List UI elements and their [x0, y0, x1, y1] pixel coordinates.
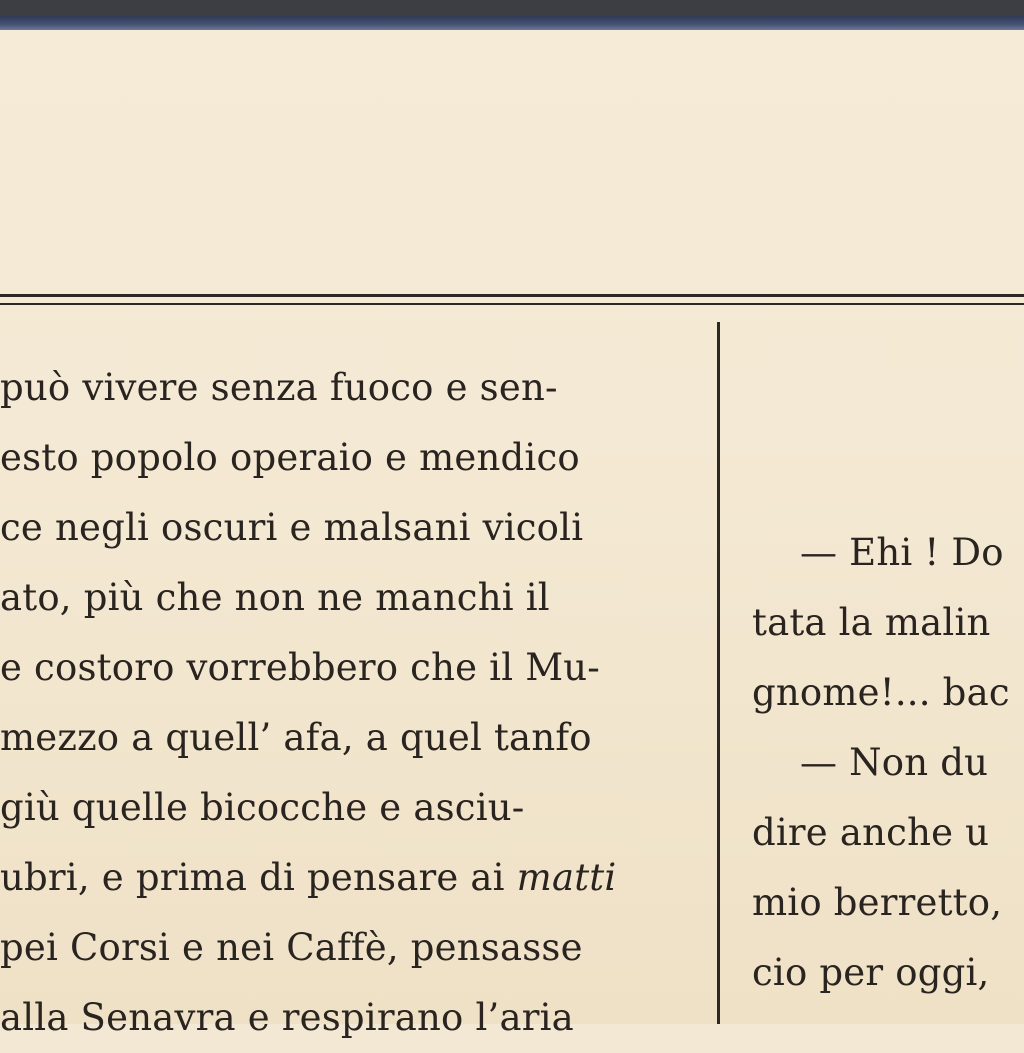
text-line: tata la malin [752, 601, 991, 644]
book-binding [0, 16, 1024, 30]
text-line-with-italic [0, 843, 690, 913]
text-line: — Ehi ! Do [800, 531, 1004, 574]
header-rule-bottom [0, 303, 1024, 305]
text-line: esto popolo operaio e mendico [0, 436, 580, 479]
text-line: ce negli oscuri e malsani vicoli [0, 506, 584, 549]
text-line: pei Corsi e nei Caffè, pensasse [0, 926, 583, 969]
italic-word: matti [516, 856, 617, 899]
text-line: — Non du [800, 741, 989, 784]
text-line: mezzo a quell’ afa, a quel tanfo [0, 716, 592, 759]
text-segment: ubri, e prima di pensare ai [0, 856, 505, 899]
right-column [752, 518, 1024, 1024]
text-line: gnome!... bac [752, 671, 1010, 714]
text-line: dire anche u [752, 811, 990, 854]
text-line: ato, più che non ne manchi il [0, 576, 550, 619]
text-line: cio per oggi, [752, 951, 990, 994]
text-line: e costoro vorrebbero che il Mu- [0, 646, 601, 689]
header-rule-top [0, 294, 1024, 297]
top-frame-edge [0, 0, 1024, 16]
text-line: può vivere senza fuoco e sen- [0, 366, 558, 409]
column-divider [717, 322, 720, 1024]
text-line: mio berretto, [752, 881, 1003, 924]
text-line: alla Senavra e respirano l’aria [0, 996, 574, 1039]
text-line: giù quelle bicocche e asciu- [0, 786, 525, 829]
